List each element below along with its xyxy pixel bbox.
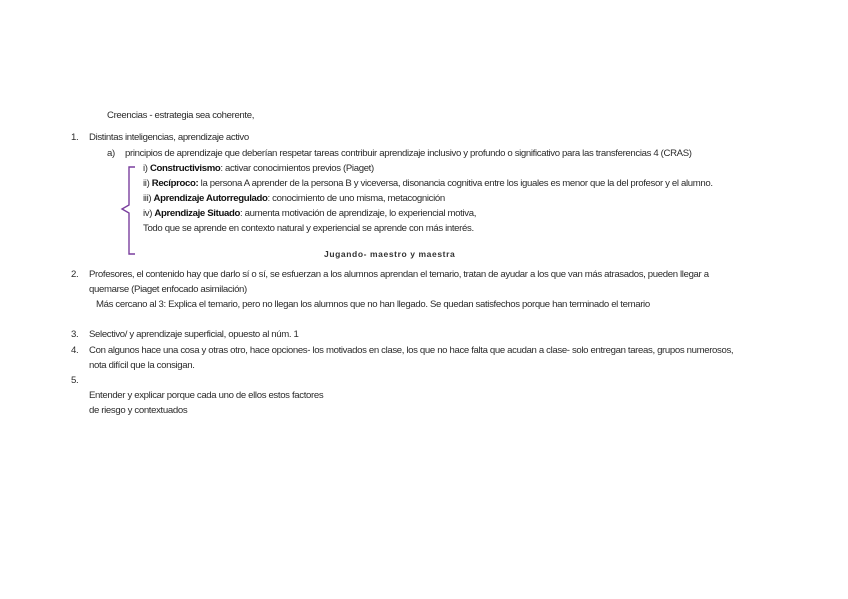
item-5-line1: Entender y explicar porque cada uno de ellos estos factores <box>89 390 324 401</box>
principle-situado: iv) Aprendizaje Situado: aumenta motivación de aprendizaje, lo experiencial motiva, <box>143 208 477 219</box>
item-1a-text: principios de aprendizaje que deberían respetar tareas contribuir aprendizaje inclusivo y profundo o significativo para las transferencias 4 (CRAS) <box>125 148 692 159</box>
principle-autorregulado: iii) Aprendizaje Autorregulado: conocimiento de uno misma, metacognición <box>143 193 445 204</box>
intro-line: Creencias - estrategia sea coherente, <box>107 110 255 121</box>
item-3-number: 3. <box>71 329 79 340</box>
item-1-text: Distintas inteligencias, aprendizaje activo <box>89 132 249 143</box>
item-3-text: Selectivo/ y aprendizaje superficial, opuesto al núm. 1 <box>89 329 299 340</box>
item-2-number: 2. <box>71 269 79 280</box>
item-5-number: 5. <box>71 375 79 386</box>
principle-constructivismo: i) Constructivismo: activar conocimientos previos (Piaget) <box>143 163 374 174</box>
caption-jugando: Jugando- maestro y maestra <box>324 249 456 259</box>
principle-reciproco: ii) Recíproco: la persona A aprender de la persona B y viceversa, disonancia cognitiva entre los iguales es menor que la del profesor y el alumno. <box>143 178 713 189</box>
item-4-number: 4. <box>71 345 79 356</box>
item-2-line2: quemarse (Piaget enfocado asimilación) <box>89 284 247 295</box>
item-1-number: 1. <box>71 132 79 143</box>
item-1a-letter: a) <box>107 148 115 159</box>
principle-continuation: Todo que se aprende en contexto natural y experiencial se aprende con más interés. <box>143 223 474 234</box>
item-4-line2: nota difícil que la consigan. <box>89 360 195 371</box>
item-2-note: Más cercano al 3: Explica el temario, pero no llegan los alumnos que no han llegado. Se quedan satisfechos porque han terminado el temario <box>96 299 650 310</box>
item-4-line1: Con algunos hace una cosa y otras otro, hace opciones- los motivados en clase, los que no hace falta que acudan a clase- solo entregan tareas, grupos numerosos, <box>89 345 734 356</box>
item-2-line1: Profesores, el contenido hay que darlo sí o sí, se esfuerzan a los alumnos aprendan el temario, tratan de ayudar a los que van más atrasados, pueden llegar a <box>89 269 709 280</box>
item-5-line2: de riesgo y contextuados <box>89 405 188 416</box>
